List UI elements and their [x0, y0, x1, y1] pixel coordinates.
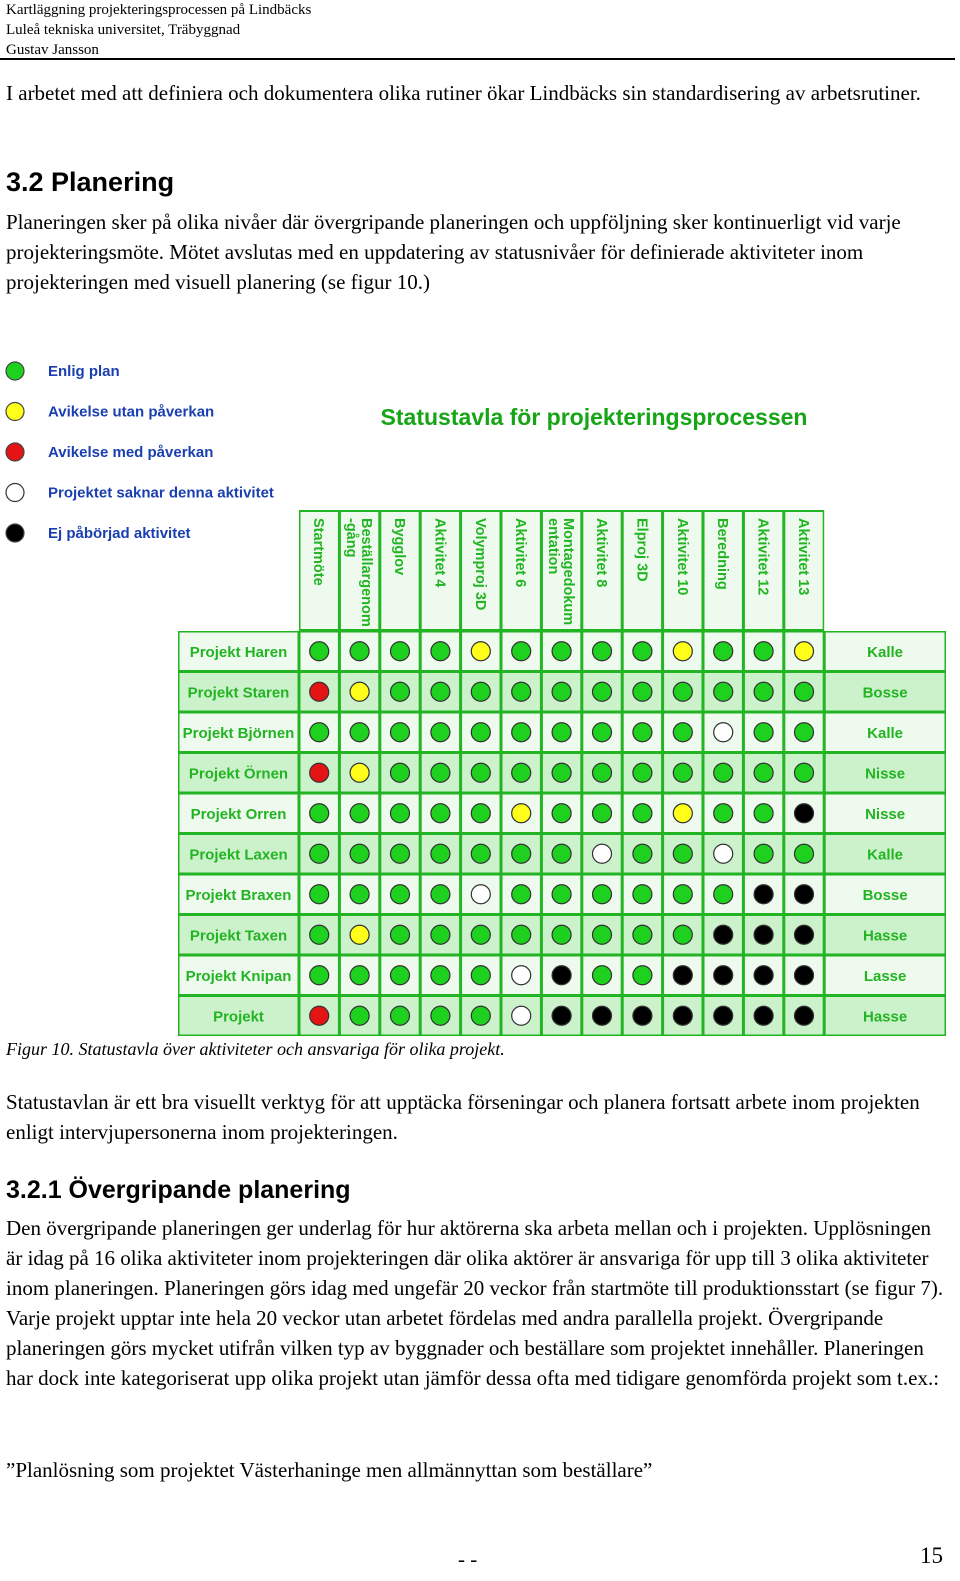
status-dot-G — [431, 844, 450, 863]
status-dot-G — [391, 723, 410, 742]
column-header-9 — [633, 518, 649, 582]
status-dot-B — [754, 966, 773, 985]
status-dot-G — [471, 763, 490, 782]
legend-marker-5 — [6, 524, 24, 542]
column-header-label: entation — [545, 518, 562, 575]
status-dot-G — [310, 844, 329, 863]
figure-caption: Figur 10. Statustavla över aktiviteter och ansvariga för olika projekt. — [6, 1039, 505, 1059]
status-dot-G — [431, 682, 450, 701]
header-title: Kartläggning projekteringsprocessen på Lindbäcks — [6, 2, 312, 18]
status-dot-B — [593, 1006, 612, 1025]
status-dot-G — [350, 885, 369, 904]
overgripande-paragraph: Den övergripande planeringen ger underlag för hur aktörerna ska arbeta mellan och i projekten. Upplösningen är idag på 16 olika aktiviteter inom projekteringen där olika aktörer är ansvariga för upp till 3 olika aktiviteter inom planeringen. Planeringen görs idag med ungefär 20 veckor från startmöte till produktionsstart (se figur 7). Varje projekt upptar inte hela 20 veckor utan arbetet fördelas med andra parallella projekt. Övergripande planeringen görs mycket utifrån vilken typ av byggnader och beställare som projektet innehåller. Planeringen har dock inte kategoriserat upp olika projekt utan jämför dessa ofta med tidigare genomförda projekt som t.ex.: — [6, 1216, 944, 1390]
status-dot-G — [391, 763, 410, 782]
status-dot-G — [471, 723, 490, 742]
status-dot-G — [552, 682, 571, 701]
status-dot-G — [795, 763, 814, 782]
status-dot-G — [795, 682, 814, 701]
status-dot-G — [795, 723, 814, 742]
column-header-label: Volymproj 3D — [471, 518, 488, 611]
status-dot-R — [310, 763, 329, 782]
status-dot-G — [593, 723, 612, 742]
status-dot-B — [795, 804, 814, 823]
status-dot-Y — [350, 763, 369, 782]
project-name: Projekt — [213, 1008, 264, 1026]
status-dot-B — [552, 966, 571, 985]
status-dot-G — [431, 1006, 450, 1025]
status-dot-G — [633, 723, 652, 742]
status-dot-G — [593, 682, 612, 701]
legend-label-2: Avikelse utan påverkan — [48, 403, 215, 421]
project-name: Projekt Örnen — [188, 765, 289, 783]
status-dot-G — [471, 682, 490, 701]
status-dot-G — [512, 682, 531, 701]
status-dot-G — [310, 804, 329, 823]
column-header-label: Bygglov — [391, 518, 407, 576]
column-header-label: Elproj 3D — [633, 518, 650, 582]
owner-name: Bosse — [862, 684, 908, 702]
column-header-label: Aktivitet 12 — [754, 518, 771, 596]
owner-name: Bosse — [862, 886, 908, 904]
status-dot-G — [350, 844, 369, 863]
status-dot-G — [754, 682, 773, 701]
status-dot-G — [310, 925, 329, 944]
status-dot-G — [552, 763, 571, 782]
column-header-label: Montagedokum — [560, 518, 577, 626]
status-dot-B — [673, 1006, 692, 1025]
column-header-label: Aktivitet 6 — [512, 518, 529, 588]
status-dot-G — [431, 885, 450, 904]
status-dot-B — [754, 1006, 773, 1025]
project-name: Projekt Orren — [190, 805, 287, 823]
status-dot-G — [714, 763, 733, 782]
column-header-label: Aktivitet 13 — [795, 518, 811, 596]
column-header-label: Aktivitet 4 — [431, 518, 448, 588]
status-dot-B — [714, 925, 733, 944]
status-dot-G — [471, 844, 490, 863]
status-dot-G — [673, 925, 692, 944]
project-name: Projekt Taxen — [189, 927, 288, 945]
status-dot-G — [633, 682, 652, 701]
status-dot-G — [310, 966, 329, 985]
status-dot-R — [310, 682, 329, 701]
status-dot-G — [552, 885, 571, 904]
status-dot-G — [512, 885, 531, 904]
status-dot-Y — [350, 925, 369, 944]
status-dot-G — [754, 844, 773, 863]
column-header-13 — [795, 518, 811, 595]
column-header-label: Aktivitet 10 — [673, 518, 690, 596]
column-header-label: Beredning — [714, 518, 731, 590]
owner-name: Kalle — [867, 724, 904, 742]
legend-marker-3 — [6, 443, 24, 461]
planering-paragraph: Planeringen sker på olika nivåer där övergripande planeringen och uppföljning sker kontinuerligt vid varje projekteringsmöte. Mötet avslutas med en uppdatering av statusnivåer för definierade aktiviteter inom projekteringen med visuell planering (se figur 10.) — [6, 210, 901, 294]
column-header-6 — [512, 518, 528, 587]
status-dot-G — [633, 642, 652, 661]
status-dot-G — [512, 763, 531, 782]
status-dot-G — [471, 1006, 490, 1025]
status-dot-G — [714, 804, 733, 823]
column-header-label: Beställargenom — [358, 518, 375, 627]
header-university: Luleå tekniska universitet, Träbyggnad — [6, 22, 241, 38]
status-dot-B — [795, 966, 814, 985]
status-dot-B — [714, 1006, 733, 1025]
status-dot-G — [754, 763, 773, 782]
project-name: Projekt Braxen — [185, 886, 292, 904]
column-header-12 — [755, 518, 771, 595]
status-dot-G — [552, 804, 571, 823]
status-dot-G — [512, 723, 531, 742]
running-header — [6, 0, 311, 60]
legend-label-1: Enlig plan — [48, 363, 120, 380]
legend-label-5: Ej påbörjad aktivitet — [48, 525, 191, 542]
legend-label-4: Projektet saknar denna aktivitet — [48, 484, 274, 502]
status-dot-G — [391, 925, 410, 944]
status-dot-G — [391, 642, 410, 661]
status-dot-G — [552, 925, 571, 944]
legend-marker-2 — [6, 403, 24, 421]
status-dot-B — [754, 925, 773, 944]
status-dot-G — [673, 885, 692, 904]
status-dot-Y — [512, 804, 531, 823]
status-dot-B — [552, 1006, 571, 1025]
status-dot-Y — [471, 642, 490, 661]
status-dot-G — [552, 723, 571, 742]
status-dot-G — [593, 642, 612, 661]
status-dot-B — [795, 885, 814, 904]
status-dot-R — [310, 1006, 329, 1025]
status-dot-G — [391, 966, 410, 985]
status-dot-G — [552, 844, 571, 863]
status-dot-Y — [673, 642, 692, 661]
column-header-label: Aktivitet 8 — [593, 518, 609, 588]
status-dot-G — [593, 763, 612, 782]
column-header-3 — [391, 518, 407, 575]
status-dot-G — [593, 925, 612, 944]
status-dot-G — [673, 682, 692, 701]
status-dot-G — [431, 804, 450, 823]
status-dot-G — [714, 682, 733, 701]
status-dot-G — [552, 642, 571, 661]
status-dot-G — [350, 1006, 369, 1025]
status-dot-W — [512, 1006, 531, 1025]
footer-dashes: - - — [458, 1547, 478, 1571]
status-dot-G — [795, 844, 814, 863]
status-dot-G — [633, 925, 652, 944]
status-dot-G — [471, 925, 490, 944]
column-header-5 — [472, 518, 488, 610]
project-name: Projekt Laxen — [189, 846, 288, 864]
status-dot-G — [593, 966, 612, 985]
header-author: Gustav Jansson — [6, 42, 99, 58]
status-dot-B — [795, 1006, 814, 1025]
legend — [6, 362, 274, 542]
status-dot-G — [512, 642, 531, 661]
project-name: Projekt Björnen — [182, 724, 295, 742]
status-dot-G — [391, 844, 410, 863]
status-dot-G — [431, 925, 450, 944]
status-dot-G — [391, 885, 410, 904]
column-header-11 — [714, 518, 730, 590]
owner-name: Hasse — [862, 927, 908, 945]
status-dot-G — [310, 885, 329, 904]
column-header-10 — [674, 518, 690, 595]
status-dot-G — [512, 844, 531, 863]
legend-marker-1 — [6, 362, 24, 380]
status-dot-W — [714, 844, 733, 863]
status-dot-G — [673, 723, 692, 742]
status-dot-G — [431, 642, 450, 661]
intro-paragraph: I arbetet med att definiera och dokumentera olika rutiner ökar Lindbäcks sin standardisering av arbetsrutiner. — [6, 81, 921, 105]
status-dot-B — [673, 966, 692, 985]
status-dot-G — [633, 844, 652, 863]
status-dot-W — [593, 844, 612, 863]
status-dot-G — [673, 763, 692, 782]
status-dot-G — [391, 1006, 410, 1025]
status-dot-G — [431, 723, 450, 742]
status-dot-G — [310, 642, 329, 661]
status-dot-G — [310, 723, 329, 742]
status-dot-G — [593, 804, 612, 823]
column-header-8 — [593, 518, 609, 587]
status-dot-G — [754, 804, 773, 823]
legend-marker-4 — [6, 484, 24, 502]
status-dot-W — [714, 723, 733, 742]
status-dot-G — [673, 844, 692, 863]
status-dot-B — [754, 885, 773, 904]
status-dot-G — [754, 723, 773, 742]
column-header-4 — [431, 518, 447, 587]
status-dot-Y — [673, 804, 692, 823]
status-dot-G — [350, 642, 369, 661]
quote-paragraph: ”Planlösning som projektet Västerhaninge men allmännyttan som beställare” — [6, 1458, 653, 1482]
status-dot-G — [754, 642, 773, 661]
status-dot-B — [633, 1006, 652, 1025]
owner-name: Nisse — [865, 765, 906, 783]
status-dot-B — [714, 966, 733, 985]
status-dot-G — [512, 925, 531, 944]
status-dot-G — [350, 804, 369, 823]
owner-name: Hasse — [862, 1008, 908, 1026]
statustavla-paragraph: Statustavlan är ett bra visuellt verktyg för att upptäcka förseningar och planera fortsatt arbete inom projekten enligt intervjupersonerna inom projekteringen. — [6, 1090, 920, 1144]
status-dot-W — [512, 966, 531, 985]
page-number: 15 — [920, 1543, 943, 1568]
status-dot-G — [633, 885, 652, 904]
status-dot-G — [714, 642, 733, 661]
owner-name: Lasse — [863, 967, 907, 985]
status-dot-G — [431, 763, 450, 782]
status-board — [178, 510, 946, 1036]
project-name: Projekt Haren — [189, 643, 288, 661]
header-divider — [0, 58, 955, 60]
status-dot-G — [633, 804, 652, 823]
owner-name: Kalle — [867, 846, 904, 864]
status-dot-Y — [350, 682, 369, 701]
status-dot-Y — [795, 642, 814, 661]
status-dot-G — [633, 763, 652, 782]
section-heading-3-2-1: 3.2.1 Övergripande planering — [6, 1176, 351, 1204]
status-dot-G — [471, 804, 490, 823]
status-dot-G — [350, 966, 369, 985]
column-header-label: Startmöte — [310, 518, 327, 586]
status-board-figure — [0, 352, 960, 1037]
figure-title: Statustavla för projekteringsprocessen — [380, 404, 808, 430]
status-dot-G — [391, 804, 410, 823]
status-dot-G — [593, 885, 612, 904]
status-dot-B — [795, 925, 814, 944]
project-name: Projekt Staren — [187, 684, 290, 702]
column-header-label: -gång — [343, 518, 360, 558]
owner-name: Kalle — [867, 643, 904, 661]
status-dot-G — [471, 966, 490, 985]
status-dot-G — [633, 966, 652, 985]
legend-label-3: Avikelse med påverkan — [48, 444, 214, 461]
owner-name: Nisse — [865, 805, 906, 823]
status-dot-G — [391, 682, 410, 701]
project-name: Projekt Knipan — [185, 967, 292, 985]
status-dot-G — [714, 885, 733, 904]
status-dot-G — [431, 966, 450, 985]
column-header-1 — [310, 518, 326, 586]
section-heading-3-2: 3.2 Planering — [6, 167, 175, 197]
status-dot-G — [350, 723, 369, 742]
status-dot-W — [471, 885, 490, 904]
